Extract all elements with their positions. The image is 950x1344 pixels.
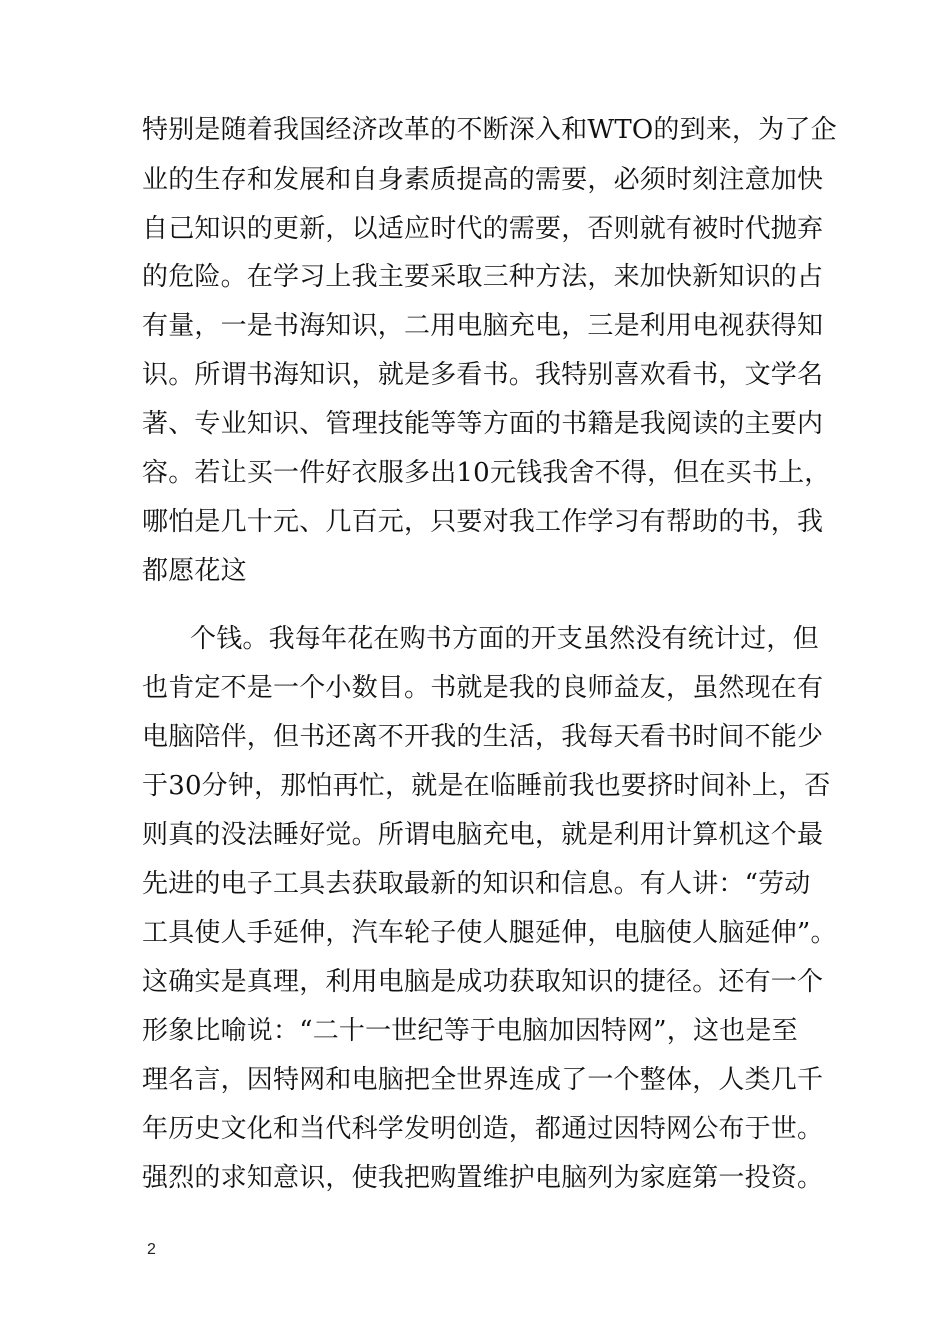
paragraph-line: 于30分钟，那怕再忙，就是在临睡前我也要挤时间补上，否 — [142, 771, 831, 801]
paragraph-line: 哪怕是几十元、几百元，只要对我工作学习有帮助的书，我 — [142, 507, 824, 537]
paragraph-line: 有量，一是书海知识，二用电脑充电，三是利用电视获得知 — [142, 311, 824, 341]
paragraph-line: 个钱。我每年花在购书方面的开支虽然没有统计过，但 — [190, 624, 819, 654]
paragraph-line: 特别是随着我国经济改革的不断深入和WTO的到来，为了企 — [142, 115, 837, 145]
paragraph-line: 则真的没法睡好觉。所谓电脑充电，就是利用计算机这个最 — [142, 820, 824, 850]
paragraph-line: 自己知识的更新，以适应时代的需要，否则就有被时代抛弃 — [142, 214, 824, 244]
paragraph-line: 著、专业知识、管理技能等等方面的书籍是我阅读的主要内 — [142, 409, 824, 439]
paragraph-line: 电脑陪伴，但书还离不开我的生活，我每天看书时间不能少 — [142, 722, 824, 752]
paragraph-line: 业的生存和发展和自身素质提高的需要，必须时刻注意加快 — [142, 165, 824, 195]
paragraph-line: 识。所谓书海知识，就是多看书。我特别喜欢看书，文学名 — [142, 360, 824, 390]
paragraph-line: 这确实是真理，利用电脑是成功获取知识的捷径。还有一个 — [142, 967, 824, 997]
page-number: 2 — [147, 1241, 156, 1258]
paragraph-line: 理名言，因特网和电脑把全世界连成了一个整体，人类几千 — [142, 1065, 824, 1095]
paragraph-line: 的危险。在学习上我主要采取三种方法，来加快新知识的占 — [142, 262, 824, 292]
paragraph-line: 容。若让买一件好衣服多出10元钱我舍不得，但在买书上， — [142, 458, 831, 488]
paragraph-line: 形象比喻说：“二十一世纪等于电脑加因特网”，这也是至 — [142, 1016, 798, 1046]
paragraph-line: 工具使人手延伸，汽车轮子使人腿延伸，电脑使人脑延伸”。 — [142, 918, 837, 948]
paragraph-line: 先进的电子工具去获取最新的知识和信息。有人讲：“劳动 — [142, 869, 811, 899]
paragraph-line: 年历史文化和当代科学发明创造，都通过因特网公布于世。 — [142, 1114, 824, 1144]
paragraph-line: 都愿花这 — [142, 556, 247, 586]
paragraph-line: 也肯定不是一个小数目。书就是我的良师益友，虽然现在有 — [142, 673, 824, 703]
paragraph-line: 强烈的求知意识，使我把购置维护电脑列为家庭第一投资。 — [142, 1163, 824, 1193]
